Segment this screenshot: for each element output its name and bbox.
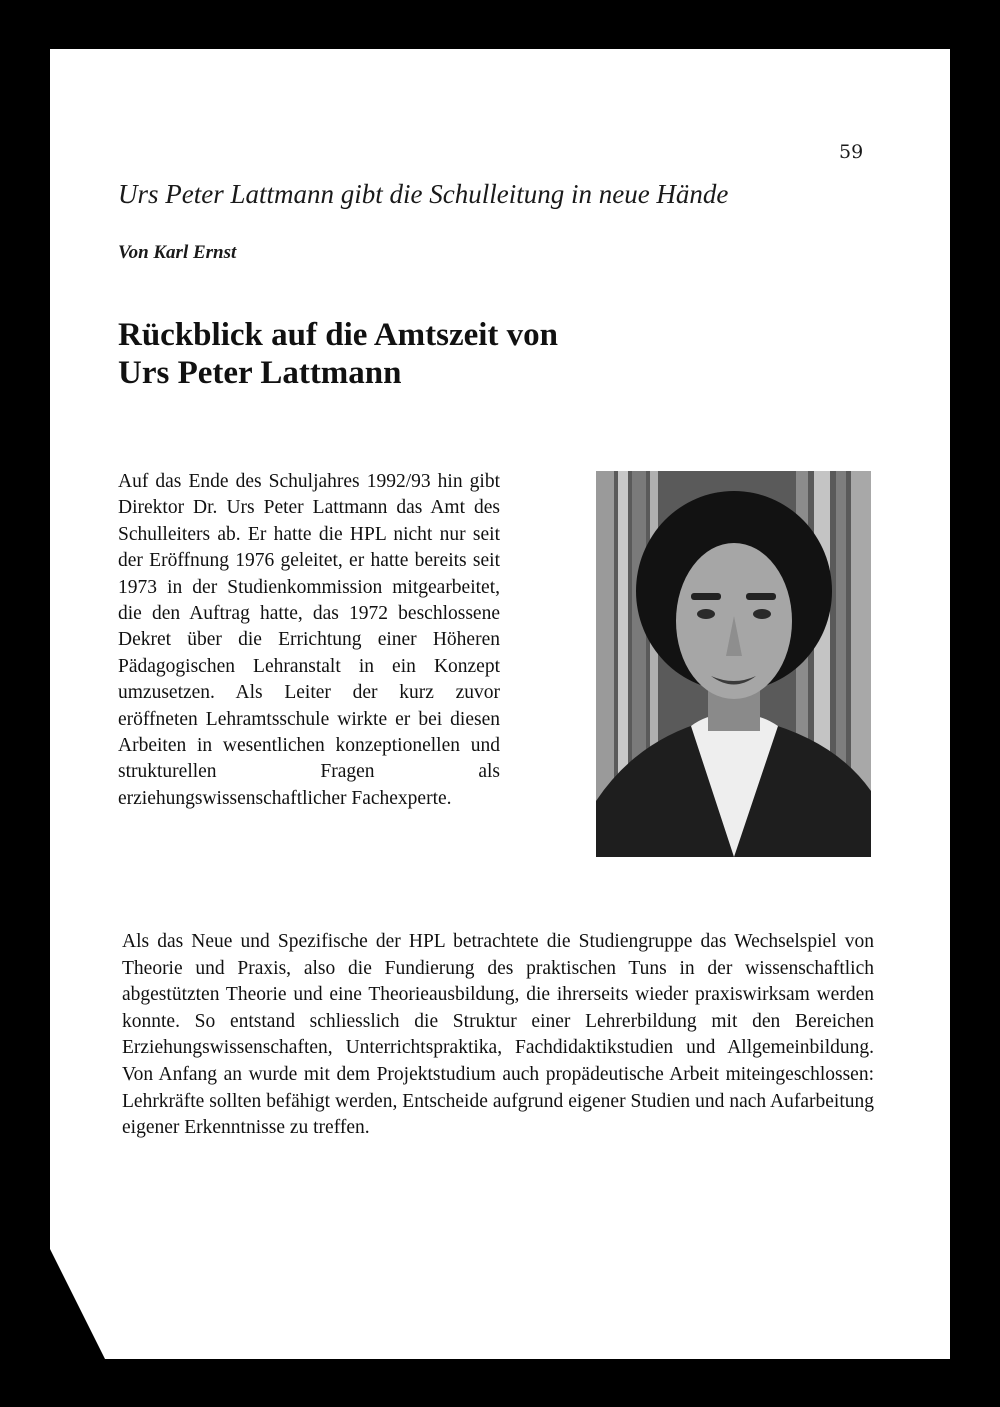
paragraph-concept: Als das Neue und Spezifische der HPL betrachtete die Studiengruppe das Wechselspiel von Theorie und Praxis, also die Fundierung des praktischen Tuns in der wissenschaftlich abgestützten Theorie und eine Theorieausbildung, die ihrerseits wieder praxiswirksam werden konnte. So entstand schliesslich die Struktur einer Lehrerbildung mit den Bereichen Erziehungswissenschaften, Unterrichtspraktika, Fachdidaktikstudien und Allgemeinbildung. Von Anfang an wurde mit dem Projektstudium auch propädeutische Arbeit miteingeschlossen: Lehrkräfte sollten befähigt werden, Entscheide aufgrund eigener Studien und nach Aufarbeitung eigener Erkenntnisse zu treffen. xyxy=(122,931,874,1139)
paragraph-intro: Auf das Ende des Schuljahres 1992/93 hin gibt Direktor Dr. Urs Peter Lattmann das Amt des Schulleiters ab. Er hatte die HPL nicht nur seit der Eröffnung 1976 geleitet, er hatte bereits seit 1973 in der Studienkommission mitgearbeitet, die den Auftrag hatte, das 1972 beschlossene Dekret über die Errichtung einer Höheren Pädagogischen Lehranstalt in ein Konzept umzusetzen. Als Leiter der kurz zuvor eröffneten Lehramtsschule wirkte er bei diesen Arbeiten in wesentlichen konzeptionellen und strukturellen Fragen als erziehungswissenschaftlicher Fachexperte. xyxy=(118,471,500,809)
headline-line-1: Rückblick auf die Amtszeit von xyxy=(118,317,559,353)
article-byline: Von Karl Ernst xyxy=(118,242,237,263)
article-kicker: Urs Peter Lattmann gibt die Schulleitung in neue Hände xyxy=(118,179,729,209)
portrait-illustration xyxy=(596,471,871,857)
headline-line-2: Urs Peter Lattmann xyxy=(118,355,402,391)
article-headline xyxy=(118,316,558,392)
torn-corner xyxy=(50,1249,105,1359)
portrait-photo xyxy=(596,471,871,857)
document-page xyxy=(50,49,950,1359)
page-number: 59 xyxy=(839,141,864,163)
